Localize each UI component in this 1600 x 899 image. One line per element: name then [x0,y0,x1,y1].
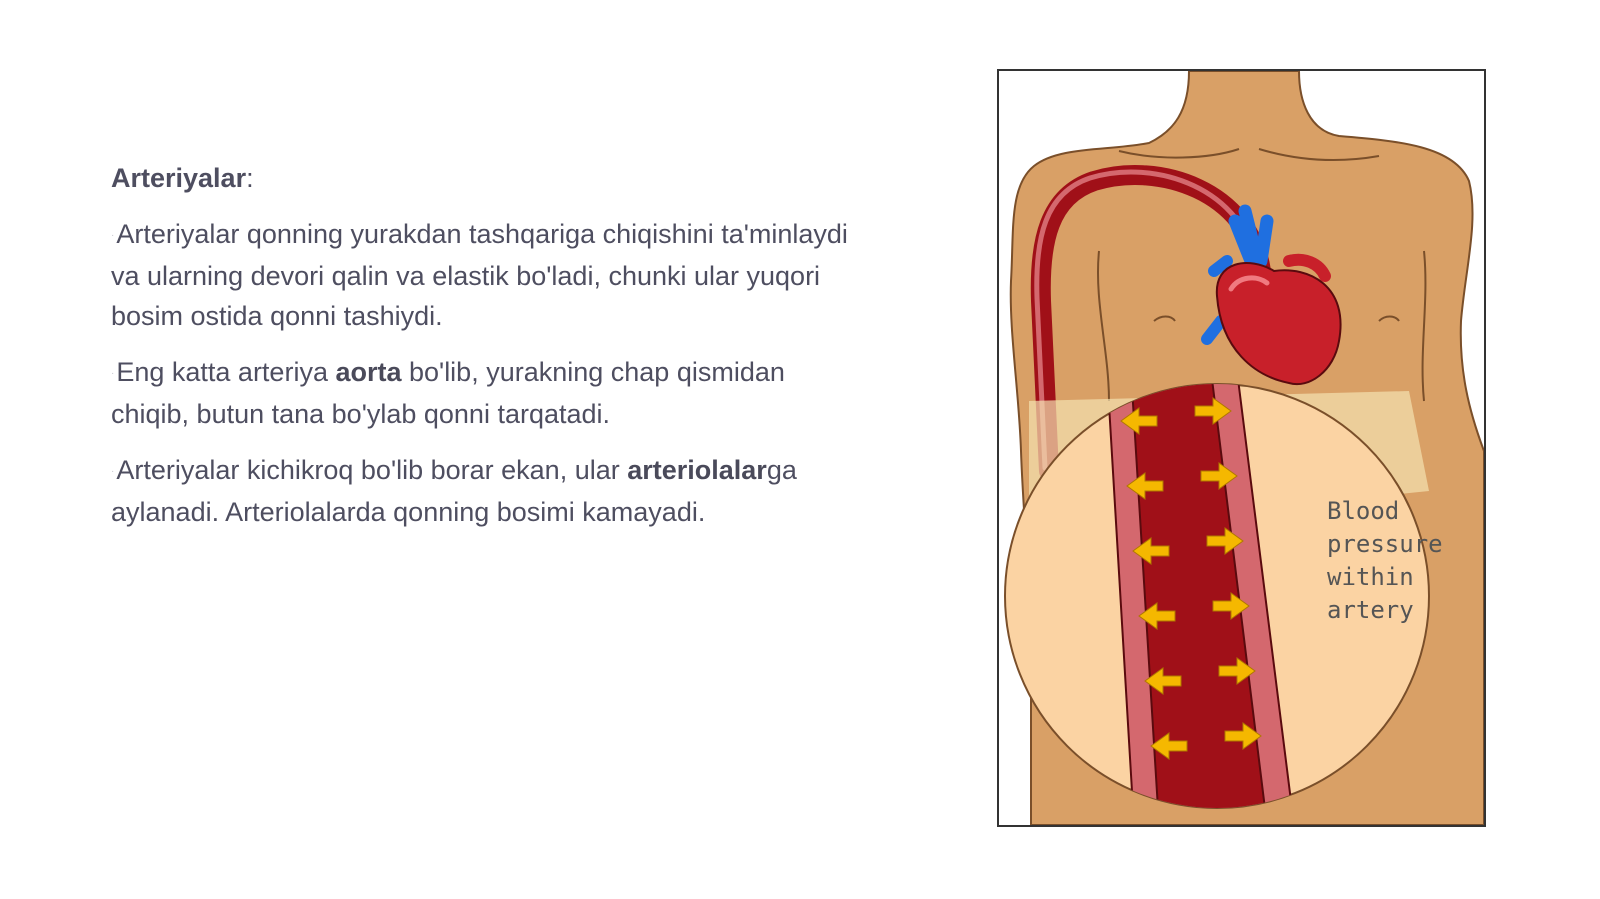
bold-term-aorta: aorta [335,356,402,387]
caption-line: pressure [1327,530,1443,558]
caption-line: within [1327,563,1414,591]
caption-line: Blood [1327,497,1400,525]
text-content [111,158,851,548]
paragraph-text: Arteriyalar qonning yurakdan tashqariga chiqishini ta'minlaydi va ularning devori qalin va elastik bo'ladi, chunki ular yuqori bosim ostida qonni tashiydi. [111,219,848,331]
paragraph-text: bo'lib, yurakning chap qismidan chiqib, butun tana bo'ylab qonni tarqatadi. [111,356,785,429]
bullet-icon: · [111,465,115,477]
bold-term-arteriolalar: arteriolalar [627,454,767,485]
caption-line: artery [1327,596,1414,624]
heading-colon: : [246,163,254,193]
paragraph-text: Arteriyalar kichikroq bo'lib borar ekan, ular [116,454,628,485]
heading-text: Arteriyalar [111,163,247,193]
paragraph-text: ga aylanadi. Arteriolalarda qonning bosimi kamayadi. [111,454,797,527]
artery-illustration [997,69,1486,827]
paragraph-2 [111,352,851,434]
paragraph-text: Eng katta arteriya [116,356,336,387]
paragraph-3 [111,450,851,532]
bullet-icon: · [111,367,115,379]
illustration-svg [999,71,1484,825]
slide-heading [111,158,851,198]
bullet-icon: · [111,229,115,241]
paragraph-1 [111,214,851,336]
